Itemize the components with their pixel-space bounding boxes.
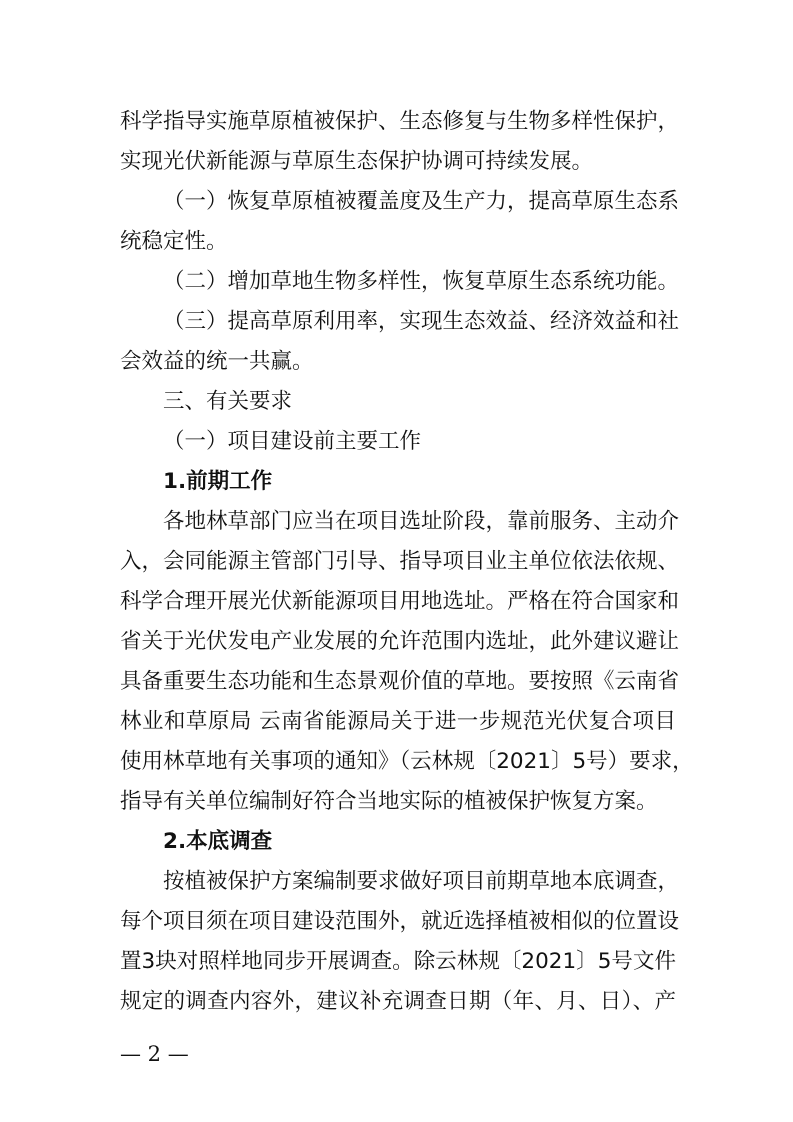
paragraph-line: 置3块对照样地同步开展调查。除云林规〔2021〕5号文件 xyxy=(120,949,676,974)
paragraph-line: 按植被保护方案编制要求做好项目前期草地本底调查， xyxy=(163,869,680,894)
paragraph-line: 具备重要生态功能和生态景观价值的草地。要按照《云南省 xyxy=(120,669,680,694)
paragraph-line: （一）恢复草原植被覆盖度及生产力，提高草原生态系 xyxy=(163,189,680,214)
paragraph-line: 会效益的统一共赢。 xyxy=(120,349,314,374)
item-heading: 1.前期工作 xyxy=(163,469,273,494)
paragraph-line: 林业和草原局 云南省能源局关于进一步规范光伏复合项目 xyxy=(120,709,676,734)
paragraph-line: 实现光伏新能源与草原生态保护协调可持续发展。 xyxy=(120,149,594,174)
paragraph-line: 省关于光伏发电产业发展的允许范围内选址，此外建议避让 xyxy=(120,629,680,654)
paragraph-line: 统稳定性。 xyxy=(120,229,228,254)
paragraph-line: （二）增加草地生物多样性，恢复草原生态系统功能。 xyxy=(163,269,680,294)
paragraph-line: 各地林草部门应当在项目选址阶段，靠前服务、主动介 xyxy=(163,509,680,534)
subsection-heading: （一）项目建设前主要工作 xyxy=(163,429,422,454)
paragraph-line: 科学指导实施草原植被保护、生态修复与生物多样性保护， xyxy=(120,109,680,134)
page-number: — 2 — xyxy=(120,1042,189,1066)
paragraph-line: 使用林草地有关事项的通知》（云林规〔2021〕5号）要求， xyxy=(120,749,694,774)
paragraph-line: （三）提高草原利用率，实现生态效益、经济效益和社 xyxy=(163,309,680,334)
paragraph-line: 科学合理开展光伏新能源项目用地选址。严格在符合国家和 xyxy=(120,589,680,614)
paragraph-line: 指导有关单位编制好符合当地实际的植被保护恢复方案。 xyxy=(120,789,658,814)
section-heading: 三、有关要求 xyxy=(163,389,293,414)
paragraph-line: 入，会同能源主管部门引导、指导项目业主单位依法依规、 xyxy=(120,549,680,574)
paragraph-line: 规定的调查内容外，建议补充调查日期（年、月、日）、产 xyxy=(120,989,676,1014)
paragraph-line: 每个项目须在项目建设范围外，就近选择植被相似的位置设 xyxy=(120,909,680,934)
item-heading: 2.本底调查 xyxy=(163,829,273,854)
